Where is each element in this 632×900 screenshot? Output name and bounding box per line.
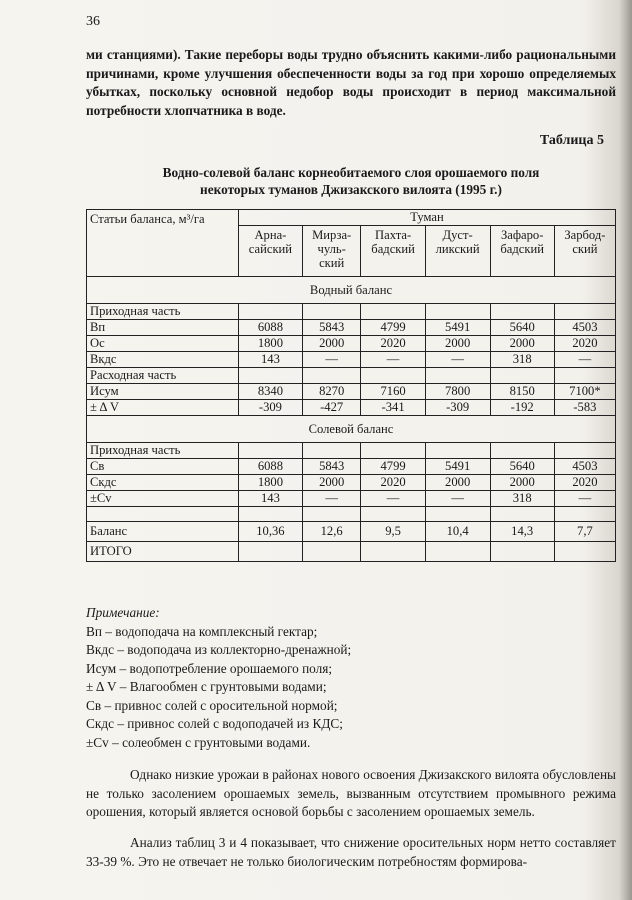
row-label: Расходная часть bbox=[87, 368, 239, 384]
total-row bbox=[87, 542, 616, 562]
table-cell: 2000 bbox=[490, 475, 554, 491]
empty-cell bbox=[87, 507, 239, 522]
table-cell bbox=[490, 443, 554, 459]
table-title-line-1: Водно-солевой баланс корнеобитаемого слоя орошаемого поля bbox=[162, 165, 540, 180]
table-cell: 7,7 bbox=[554, 522, 615, 542]
empty-cell bbox=[361, 507, 425, 522]
table-cell bbox=[239, 542, 303, 562]
notes-list bbox=[86, 623, 616, 753]
table-cell: 8150 bbox=[490, 384, 554, 400]
table-row bbox=[87, 475, 616, 491]
note-item: Вп – водоподача на комплексный гектар; bbox=[86, 623, 318, 639]
table-cell bbox=[554, 304, 615, 320]
table-row bbox=[87, 320, 616, 336]
table-cell: 5491 bbox=[425, 320, 490, 336]
table-row bbox=[87, 368, 616, 384]
row-label: Ос bbox=[87, 336, 239, 352]
table-cell: 10,36 bbox=[239, 522, 303, 542]
group-header: Туман bbox=[239, 210, 616, 226]
spacer-row bbox=[87, 507, 616, 522]
table-cell: 2000 bbox=[425, 475, 490, 491]
body-paragraph-2: Анализ таблиц 3 и 4 показывает, что снижение оросительных норм нетто составляет 33-39 %. Это не отвечает не только биологическим потребностям формирова- bbox=[86, 835, 616, 869]
table-cell: -309 bbox=[239, 400, 303, 416]
table-cell: -309 bbox=[425, 400, 490, 416]
table-cell: 2020 bbox=[361, 475, 425, 491]
table-cell: 2000 bbox=[302, 475, 361, 491]
table-cell bbox=[239, 443, 303, 459]
table-cell: — bbox=[361, 352, 425, 368]
table-cell: — bbox=[554, 352, 615, 368]
table-cell: 2000 bbox=[425, 336, 490, 352]
empty-cell bbox=[554, 507, 615, 522]
row-label: Скдс bbox=[87, 475, 239, 491]
section-water-balance: Водный баланс bbox=[87, 277, 616, 304]
column-header: Мирза- чуль- ский bbox=[302, 226, 361, 277]
table-cell: -341 bbox=[361, 400, 425, 416]
table-cell: 8340 bbox=[239, 384, 303, 400]
table-row bbox=[87, 304, 616, 320]
table-cell: 5843 bbox=[302, 459, 361, 475]
note-item: ±Сv – солеобмен с грунтовыми водами. bbox=[86, 734, 311, 750]
table-title bbox=[86, 164, 616, 198]
table-cell: 6088 bbox=[239, 320, 303, 336]
row-label: Вп bbox=[87, 320, 239, 336]
summary-rows bbox=[87, 507, 616, 562]
table-cell: 7100* bbox=[554, 384, 615, 400]
empty-cell bbox=[425, 507, 490, 522]
table-cell bbox=[554, 542, 615, 562]
table-cell: 2020 bbox=[554, 336, 615, 352]
row-label: Исум bbox=[87, 384, 239, 400]
table-cell: — bbox=[302, 352, 361, 368]
table-cell: — bbox=[425, 491, 490, 507]
table-cell: 4799 bbox=[361, 320, 425, 336]
notes-title: Примечание: bbox=[86, 605, 160, 620]
note-item: Исум – водопотребление орошаемого поля; bbox=[86, 660, 333, 676]
table-cell: -583 bbox=[554, 400, 615, 416]
row-label: Вкдс bbox=[87, 352, 239, 368]
table-cell bbox=[302, 443, 361, 459]
table-cell bbox=[239, 368, 303, 384]
table-cell bbox=[425, 542, 490, 562]
table-cell bbox=[302, 542, 361, 562]
table-cell: 5640 bbox=[490, 320, 554, 336]
table-cell bbox=[490, 368, 554, 384]
table-cell: 9,5 bbox=[361, 522, 425, 542]
note-item: Скдс – привнос солей с водоподачей из КДС; bbox=[86, 716, 343, 731]
table-cell bbox=[425, 304, 490, 320]
table-cell: 4799 bbox=[361, 459, 425, 475]
table-cell: — bbox=[361, 491, 425, 507]
table-cell bbox=[361, 368, 425, 384]
balance-row bbox=[87, 522, 616, 542]
water-salt-balance-table bbox=[86, 209, 616, 562]
body-paragraph-1: Однако низкие урожаи в районах нового освоения Джизакского вилоята обусловлены не только засолением орошаемых земель, вызванным отсутствием промывного режима орошения, который является основой борьбы с засолением орошаемых земель. bbox=[86, 767, 616, 819]
note-item: Св – привнос солей с оросительной нормой; bbox=[86, 697, 338, 713]
table-cell: 6088 bbox=[239, 459, 303, 475]
table-row bbox=[87, 384, 616, 400]
section-salt-balance: Солевой баланс bbox=[87, 416, 616, 443]
table-cell: — bbox=[302, 491, 361, 507]
empty-cell bbox=[490, 507, 554, 522]
table-label: Таблица 5 bbox=[539, 133, 604, 148]
row-label: Приходная часть bbox=[87, 304, 239, 320]
table-cell bbox=[554, 368, 615, 384]
row-label: Св bbox=[87, 459, 239, 475]
table-cell: 5640 bbox=[490, 459, 554, 475]
empty-cell bbox=[239, 507, 303, 522]
table-cell: 7160 bbox=[361, 384, 425, 400]
table-cell bbox=[425, 368, 490, 384]
table-cell: — bbox=[425, 352, 490, 368]
table-cell: 143 bbox=[239, 352, 303, 368]
empty-cell bbox=[302, 507, 361, 522]
table-cell: 2020 bbox=[554, 475, 615, 491]
table-cell: 5843 bbox=[302, 320, 361, 336]
row-label: Приходная часть bbox=[87, 443, 239, 459]
table-cell: 4503 bbox=[554, 459, 615, 475]
stub-header: Статьи баланса, м³/га bbox=[87, 210, 239, 277]
table-cell bbox=[302, 368, 361, 384]
table-cell bbox=[302, 304, 361, 320]
table-cell: 1800 bbox=[239, 475, 303, 491]
table-cell bbox=[490, 304, 554, 320]
table-cell bbox=[239, 304, 303, 320]
salt-balance-rows bbox=[87, 443, 616, 507]
column-header: Зафаро- бадский bbox=[490, 226, 554, 277]
table-row bbox=[87, 491, 616, 507]
table-row bbox=[87, 443, 616, 459]
table-row bbox=[87, 400, 616, 416]
table-cell: 12,6 bbox=[302, 522, 361, 542]
table-row bbox=[87, 459, 616, 475]
table-cell: -192 bbox=[490, 400, 554, 416]
table-cell: 2020 bbox=[361, 336, 425, 352]
table-cell: — bbox=[554, 491, 615, 507]
table-cell bbox=[361, 542, 425, 562]
table-cell: 2000 bbox=[302, 336, 361, 352]
table-cell bbox=[490, 542, 554, 562]
table-cell: -427 bbox=[302, 400, 361, 416]
table-cell: 1800 bbox=[239, 336, 303, 352]
table-cell: 14,3 bbox=[490, 522, 554, 542]
table-cell: 7800 bbox=[425, 384, 490, 400]
table-cell: 143 bbox=[239, 491, 303, 507]
table-cell: 318 bbox=[490, 352, 554, 368]
row-label: ±Сv bbox=[87, 491, 239, 507]
table-notes bbox=[86, 604, 616, 752]
table-row bbox=[87, 336, 616, 352]
water-balance-rows bbox=[87, 304, 616, 416]
table-cell bbox=[425, 443, 490, 459]
table-cell: 2000 bbox=[490, 336, 554, 352]
table-cell: 10,4 bbox=[425, 522, 490, 542]
table-title-line-2: некоторых туманов Джизакского вилоята (1995 г.) bbox=[200, 182, 502, 197]
table-cell: 8270 bbox=[302, 384, 361, 400]
note-item: Вкдс – водоподача из коллекторно-дренажной; bbox=[86, 642, 352, 657]
note-item: ± Δ V – Влагообмен с грунтовыми водами; bbox=[86, 679, 327, 694]
table-cell bbox=[361, 304, 425, 320]
table-cell bbox=[361, 443, 425, 459]
intro-paragraph: ми станциями). Такие переборы воды трудно объяснить какими-либо рациональными причинами, кроме улучшения обеспеченности воды за год при хорошо определяемых убытках, поскольку основной недобор воды происходит в период максимальной потребности хлопчатника в воде. bbox=[86, 47, 616, 118]
row-label: ± Δ V bbox=[87, 400, 239, 416]
column-header: Зарбод- ский bbox=[554, 226, 615, 277]
column-header: Дуст- ликский bbox=[425, 226, 490, 277]
column-header: Пахта- бадский bbox=[361, 226, 425, 277]
table-cell: 5491 bbox=[425, 459, 490, 475]
row-label: Баланс bbox=[87, 522, 239, 542]
column-header: Арна- сайский bbox=[239, 226, 303, 277]
table-cell: 4503 bbox=[554, 320, 615, 336]
row-label: ИТОГО bbox=[87, 542, 239, 562]
table-cell bbox=[554, 443, 615, 459]
table-row bbox=[87, 352, 616, 368]
table-cell: 318 bbox=[490, 491, 554, 507]
page-number: 36 bbox=[86, 14, 100, 29]
